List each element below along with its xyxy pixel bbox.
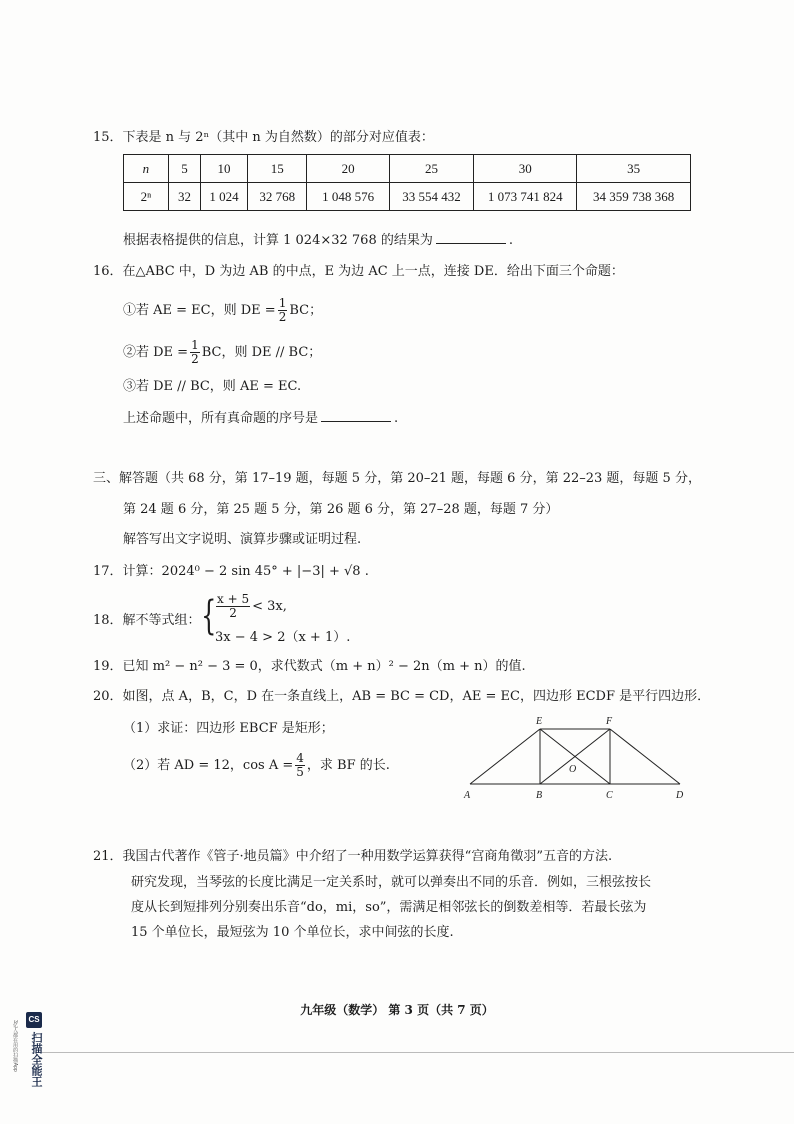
table-cell: 25 [389,155,473,183]
table-cell: 15 [248,155,307,183]
fraction [216,593,250,620]
brace-symbol: { [201,593,217,639]
label-O: O [569,764,577,775]
q18-label: 18．解不等式组： [93,613,201,628]
divider [35,1052,794,1053]
table-cell: 10 [201,155,248,183]
q20-part1: （1）求证：四边形 EBCF 是矩形； [123,721,334,736]
fraction-numerator: 4 [296,751,304,765]
q18-ineq2: 3x − 4 > 2（x + 1）. [215,630,351,645]
q16-prop3: ③若 DE // BC，则 AE = EC. [123,379,302,394]
label-F: F [606,716,613,727]
q16-ask [123,409,398,428]
cs-logo-icon: CS [26,1012,42,1028]
label-D: D [676,790,684,801]
fraction-numerator: x + 5 [217,592,250,606]
table-row [124,155,691,183]
q21-line1: 21．我国古代著作《管子·地员篇》中介绍了一种用数学运算获得“宫商角徵羽”五音的方法. [93,849,613,864]
fraction [295,752,305,779]
q16-prop1-end: BC； [289,303,323,318]
label-A: A [464,790,471,801]
q16-ask-end: . [394,411,399,426]
answer-blank[interactable] [321,409,391,422]
section3-instruction: 解答写出文字说明、演算步骤或证明过程. [123,532,362,547]
q15-ask-end: . [508,233,514,248]
table-cell: 33 554 432 [389,183,473,211]
fraction-numerator: 1 [191,338,199,352]
fraction-numerator: 1 [278,296,287,310]
q15-ask [123,231,513,250]
table-cell: 1 024 [201,183,248,211]
table-cell: 2ⁿ [124,183,169,211]
q20-stem: 20．如图，点 A，B，C，D 在一条直线上，AB = BC = CD，AE = EC，四边形 ECDF 是平行四边形． [93,689,711,704]
q17: 17．计算：2024⁰ − 2 sin 45° + |−3| + √8 . [93,564,369,579]
table-row [124,183,691,211]
section3-header-cont: 第 24 题 6 分，第 25 题 5 分，第 26 题 6 分，第 27–28 题，每题 7 分） [123,502,559,517]
q16-prop1-text: ①若 AE = EC，则 DE = [123,303,276,318]
fraction [190,339,200,366]
table-cell: 34 359 738 368 [577,183,691,211]
table-cell: 32 [168,183,200,211]
q18-ineq1 [214,592,287,622]
q16-prop2-text: ②若 DE = [123,345,189,360]
scanner-watermark [24,1012,46,1112]
geometry-figure [460,712,690,802]
q16-prop2 [123,338,321,368]
q16-stem: 16．在△ABC 中，D 为边 AB 的中点，E 为边 AC 上一点，连接 DE．给出下面三个命题： [93,264,624,279]
table-cell: 5 [168,155,200,183]
q21-line3: 度从长到短排列分别奏出乐音“do，mi，so”，需满足相邻弦长的倒数差相等．若最长弦为 [131,900,647,915]
fraction-denominator: 2 [278,310,287,324]
fraction [278,297,288,324]
label-C: C [606,790,613,801]
table-cell: 32 768 [248,183,307,211]
q16-ask-text: 上述命题中，所有真命题的序号是 [123,411,319,426]
table-cell: 20 [307,155,389,183]
answer-blank[interactable] [436,231,506,244]
section3-header: 三、解答题（共 68 分，第 17–19 题，每题 5 分，第 20–21 题，每题 6 分，第 22–23 题，每题 5 分， [93,471,701,486]
table-cell: 1 073 741 824 [474,183,577,211]
fraction-denominator: 2 [191,352,199,366]
q20-part2-end: ，求 BF 的长. [306,758,390,773]
q15-ask-text: 根据表格提供的信息，计算 1 024×32 768 的结果为 [123,233,433,248]
q19: 19．已知 m² − n² − 3 = 0，求代数式（m + n）² − 2n（m + n）的值. [93,659,526,674]
q18-ineq1-rest: < 3x, [252,599,287,614]
q20-part2 [123,751,390,781]
watermark-name: 扫描全能王 [30,1032,42,1087]
fraction-denominator: 5 [296,765,304,779]
line-AE [470,729,540,784]
label-B: B [536,790,543,801]
line-FD [610,729,680,784]
q21-line2: 研究发现，当琴弦的长度比满足一定关系时，就可以弹奏出不同的乐音．例如，三根弦按长 [131,875,652,890]
table-cell: 1 048 576 [307,183,389,211]
table-cell: 35 [577,155,691,183]
q16-prop2-end: BC，则 DE // BC； [201,345,322,360]
q16-prop1 [123,296,322,326]
table-cell: 30 [474,155,577,183]
value-table [123,154,691,211]
label-E: E [536,716,543,727]
watermark-sub: 3亿人都在用的扫描App [12,1020,18,1072]
q15-stem: 15．下表是 n 与 2ⁿ（其中 n 为自然数）的部分对应值表： [93,130,434,145]
page-footer: 九年级（数学） 第 3 页（共 7 页） [300,1003,494,1017]
q21-line4: 15 个单位长，最短弦为 10 个单位长，求中间弦的长度. [131,925,454,940]
q20-part2-text: （2）若 AD = 12，cos A = [123,758,294,773]
table-cell: n [124,155,169,183]
fraction-denominator: 2 [229,606,237,620]
